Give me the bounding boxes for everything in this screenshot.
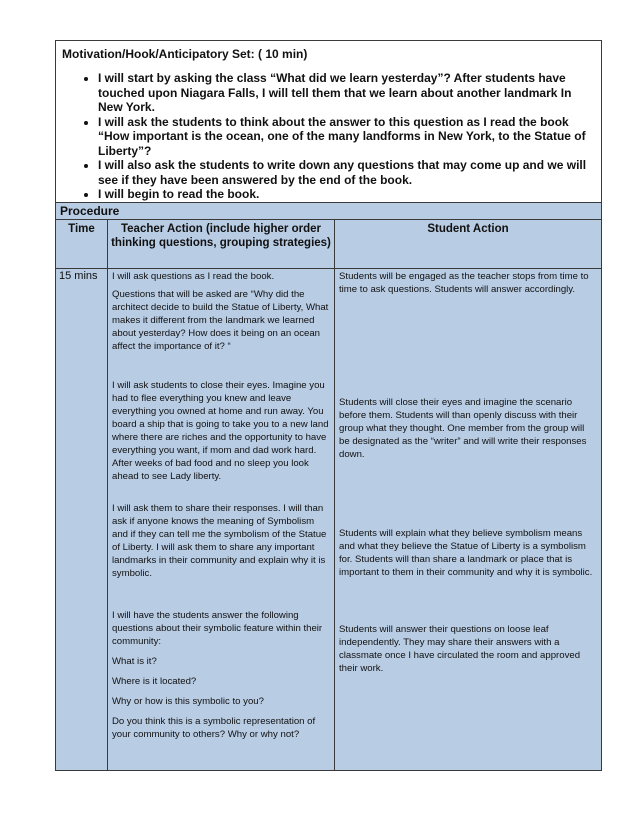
teacher-text: Do you think this is a symbolic representation of your community to others? Why or why not? [112, 716, 316, 740]
procedure-table [55, 203, 602, 771]
teacher-text: Where is it located? [112, 676, 197, 687]
teacher-block [112, 609, 330, 741]
student-text: Students will explain what they believe symbolism means and what they believe the Statue of Liberty is a symbolism for. Students will than share a landmark or place that is important to them in their community and why it is symbolic. [339, 528, 593, 578]
teacher-action-cell [108, 269, 335, 770]
procedure-heading: Procedure [56, 203, 601, 220]
student-block [339, 527, 597, 579]
teacher-text: I will ask students to close their eyes. Imagine you had to flee everything you knew and leave everything you owned at home and run away. You board a ship that is going to take you to a new land where there are riches and the opportunity to have everything you want, if mom and dad work hard. After weeks of bad food and no sleep you look ahead to see Lady liberty. [112, 380, 329, 482]
motivation-bullet: • I will begin to read the book. [98, 187, 595, 202]
motivation-bullet: • I will also ask the students to write down any questions that may come up and we will see if they have been answered by the end of the book. [98, 158, 595, 187]
motivation-bullet: • I will ask the students to think about the answer to this question as I read the book “How important is the ocean, one of the many landforms in New York, to the Statue of Liberty”? [98, 115, 595, 159]
teacher-text: Questions that will be asked are “Why did the architect decide to build the Statue of Liberty, What makes it different from the landmark we learned about yesterday? How does it being on an ocean affect the importance of it? “ [112, 289, 329, 352]
time-header: Time [56, 220, 108, 268]
teacher-block [112, 270, 330, 353]
motivation-section [55, 40, 602, 203]
student-action-header: Student Action [427, 223, 509, 235]
procedure-header-row [56, 220, 601, 269]
student-block [339, 623, 597, 675]
teacher-block [112, 502, 330, 580]
lesson-plan-page [55, 40, 602, 771]
student-action-cell [335, 269, 601, 770]
time-cell: 15 mins [56, 269, 108, 770]
motivation-bullet: • I will start by asking the class “What did we learn yesterday”? After students have touched upon Niagara Falls, I will tell them that we learn about another landmark In New York. [98, 71, 595, 115]
student-block [339, 396, 597, 461]
teacher-text: I will ask them to share their responses. I will than ask if anyone knows the meaning of Symbolism and if they can tell me the symbolism of the Statue of Liberty. I will ask them to share any important landmarks in their community and explain why it is symbolic. [112, 503, 327, 579]
motivation-title: Motivation/Hook/Anticipatory Set: ( 10 min) [62, 47, 308, 61]
student-text: Students will close their eyes and imagine the scenario before them. Students will than openly discuss with their group what they thought. One member from the group will be designated as the “writer” and will write their responses down. [339, 397, 587, 460]
teacher-text: What is it? [112, 656, 157, 667]
teacher-action-header: Teacher Action (include higher order thinking questions, grouping strategies) [108, 220, 335, 268]
student-block [339, 270, 597, 296]
teacher-text: I will have the students answer the following questions about their symbolic feature within their community: [112, 610, 323, 647]
teacher-block [112, 379, 330, 483]
motivation-bullets [62, 71, 595, 202]
student-text: Students will answer their questions on loose leaf independently. They may share their answers with a classmate once I have circulated the room and approved their work. [339, 624, 581, 674]
teacher-text: I will ask questions as I read the book. [112, 271, 275, 282]
student-text: Students will be engaged as the teacher stops from time to time to ask questions. Students will answer accordingly. [339, 271, 589, 295]
teacher-text: Why or how is this symbolic to you? [112, 696, 264, 707]
procedure-row [56, 269, 601, 770]
